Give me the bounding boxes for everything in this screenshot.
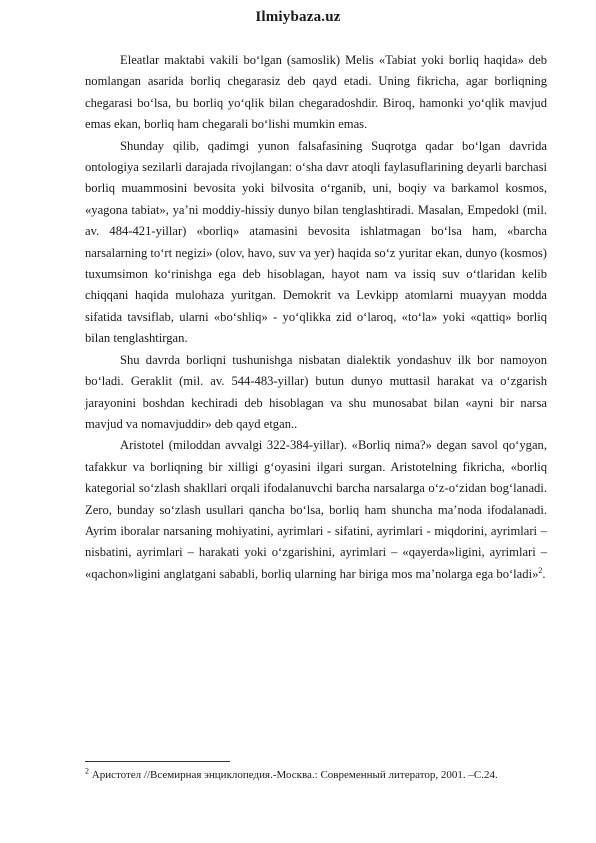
- paragraph-melis: Eleatlar maktabi vakili bo‘lgan (samoslik) Melis «Tabiat yoki borliq haqida» deb nomlangan asarida borliq chegarasiz deb qayd etadi. Uning fikricha, agar borliqning chegarasi bo‘lsa, bu borliq yo‘qlik bilan chegaradoshdir. Biroq, hamonki yo‘qlik mavjud emas ekan, borliq ham chegarali bo‘lishi mumkin emas.: [85, 53, 547, 132]
- paragraph-heraclitus: Shu davrda borliqni tushunishga nisbatan dialektik yondashuv ilk bor namoyon bo‘ladi. Geraklit (mil. av. 544-483-yillar) butun dunyo muttasil harakat va o‘zgarish jarayonini boshdan kechiradi deb hisoblagan va shu munosabat bilan «ayni bir narsa mavjud va nomavjuddir» deb qayd etgan..: [85, 352, 547, 431]
- footnote-reference[interactable]: 2: [538, 565, 543, 575]
- footnote-number: 2: [85, 766, 89, 776]
- paragraph-aristotle: [85, 435, 547, 585]
- site-header-title: Ilmiybaza.uz: [255, 9, 341, 25]
- footnote-text: Аристотел //Всемирная энциклопедия.-Москва.: Современный литератор, 2001. –С.24.: [89, 769, 498, 781]
- footnote-separator: [85, 761, 230, 762]
- paragraph-aristotle-tail: .: [542, 566, 546, 581]
- footnote: [85, 768, 555, 782]
- paragraph-aristotle-text: Aristotel (miloddan avvalgi 322-384-yillar). «Borliq nima?» degan savol qo‘ygan, tafakkur va borliqning bir xilligi g‘oyasini ilgari surgan. Aristotelning fikricha, «borliq kategorial so‘zlash shakllari orqali ifodalanuvchi barcha narsalarga o‘z-o‘zidan bog‘lanadi. Zero, bunday so‘zlash usullari qancha bo‘lsa, borliq ham shuncha ma’noda ifodalanadi. Ayrim iboralar narsaning mohiyatini, ayrimlari - sifatini, ayrimlari - miqdorini, ayrimlari – nisbatini, ayrimlari – harakati yoki o‘zgarishini, ayrimlari – «qayerda»ligini, ayrimlari – «qachon»ligini anglatgani sababli, borliq ularning har biriga mos ma’nolarga ega bo‘ladi»: [85, 438, 547, 581]
- paragraph-ontology: Shunday qilib, qadimgi yunon falsafasining Suqrotga qadar bo‘lgan davrida ontologiya sezilarli darajada rivojlangan: o‘sha davr atoqli faylasuflarining deyarli barchasi borliq muammosini bevosita yoki bilvosita o‘rganib, uni, boqiy va barkamol kosmos, «yagona tabiat», ya’ni moddiy-hissiy dunyo bilan tenglashtiradi. Masalan, Empedokl (mil. av. 484-421-yillar) «borliq» atamasini bevosita ishlatmagan bo‘lsa ham, «barcha narsalarning to‘rt negizi» (olov, havo, suv va yer) haqida so‘z yuritar ekan, dunyo (kosmos) tuxumsimon ko‘rinishga ega deb hisoblagan, hayot nam va issiq suv o‘tlaridan kelib chiqqani haqida mulohaza yuritgan. Demokrit va Levkipp atomlarni muayyan modda sifatida tavsiflab, ularni «bo‘shliq» - yo‘qlikka zid o‘laroq, «to‘la» yoki «qattiq» borliq bilan tenglashtirgan.: [85, 138, 547, 346]
- document-body: [85, 50, 547, 585]
